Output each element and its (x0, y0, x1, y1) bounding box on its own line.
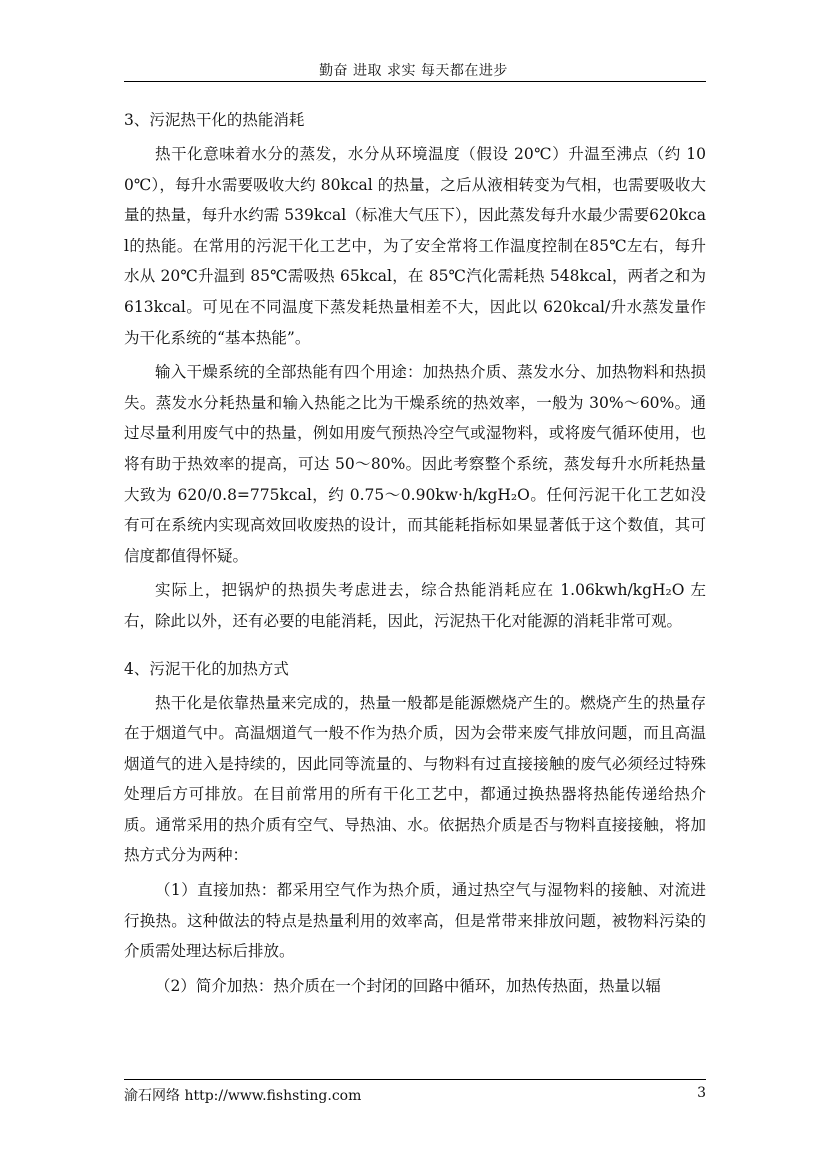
footer-divider (124, 1079, 706, 1080)
page-footer (124, 1085, 706, 1105)
section-heading: 4、污泥干化的加热方式 (124, 659, 289, 678)
footer-source: 渝石网络 http://www.fishsting.com (124, 1088, 362, 1104)
paragraph: 实际上，把锅炉的热损失考虑进去，综合热能消耗应在 1.06kwh/kgH₂O 左右，除此以外，还有必要的电能消耗，因此，污泥热干化对能源的消耗非常可观。 (124, 581, 706, 630)
document-body (124, 108, 706, 1005)
paragraph: 热干化是依靠热量来完成的，热量一般都是能源燃烧产生的。燃烧产生的热量存在于烟道气中。高温烟道气一般不作为热介质，因为会带来废气排放问题，而且高温烟道气的进入是持续的，因此同等流量的、与物料有过直接接触的废气必须经过特殊处理后方可排放。在目前常用的所有干化工艺中，都通过换热器将热能传递给热介质。通常采用的热介质有空气、导热油、水。依据热介质是否与物料直接接触，将加热方式分为两种： (124, 693, 706, 865)
header-divider (124, 81, 706, 82)
page-number: 3 (697, 1085, 706, 1101)
page-header: 勤奋 进取 求实 每天都在进步 (319, 63, 508, 79)
paragraph: （1）直接加热：都采用空气作为热介质，通过热空气与湿物料的接触、对流进行换热。这种做法的特点是热量利用的效率高，但是常带来排放问题，被物料污染的介质需处理达标后排放。 (124, 881, 706, 961)
section-heading: 3、污泥热干化的热能消耗 (124, 111, 305, 129)
paragraph: （2）简介加热：热介质在一个封闭的回路中循环，加热传热面，热量以辐 (155, 976, 661, 995)
paragraph: 输入干燥系统的全部热能有四个用途：加热热介质、蒸发水分、加热物料和热损失。蒸发水分耗热量和输入热能之比为干燥系统的热效率，一般为 30%～60%。通过尽量利用废气中的热量，例如用废气预热冷空气或湿物料，或将废气循环使用，也将有助于热效率的提高，可达 50～80%。因此考察整个系统，蒸发每升水所耗热量大致为 620/0.8=775kcal，约 0.75～0.90kw·h/kgH₂O。任何污泥干化工艺如没有可在系统内实现高效回收废热的设计，而其能耗指标如果显著低于这个数值，其可信度都值得怀疑。 (124, 363, 706, 565)
paragraph: 热干化意味着水分的蒸发，水分从环境温度（假设 20℃）升温至沸点（约 100℃），每升水需要吸收大约 80kcal 的热量，之后从液相转变为气相，也需要吸收大量的热量，每升水约需 539kcal（标准大气压下），因此蒸发每升水最少需要620kcal的热能。在常用的污泥干化工艺中，为了安全常将工作温度控制在85℃左右，每升水从 20℃升温到 85℃需吸热 65kcal，在 85℃汽化需耗热 548kcal，两者之和为 613kcal。可见在不同温度下蒸发耗热量相差不大，因此以 620kcal/升水蒸发量作为干化系统的“基本热能”。 (124, 145, 706, 347)
